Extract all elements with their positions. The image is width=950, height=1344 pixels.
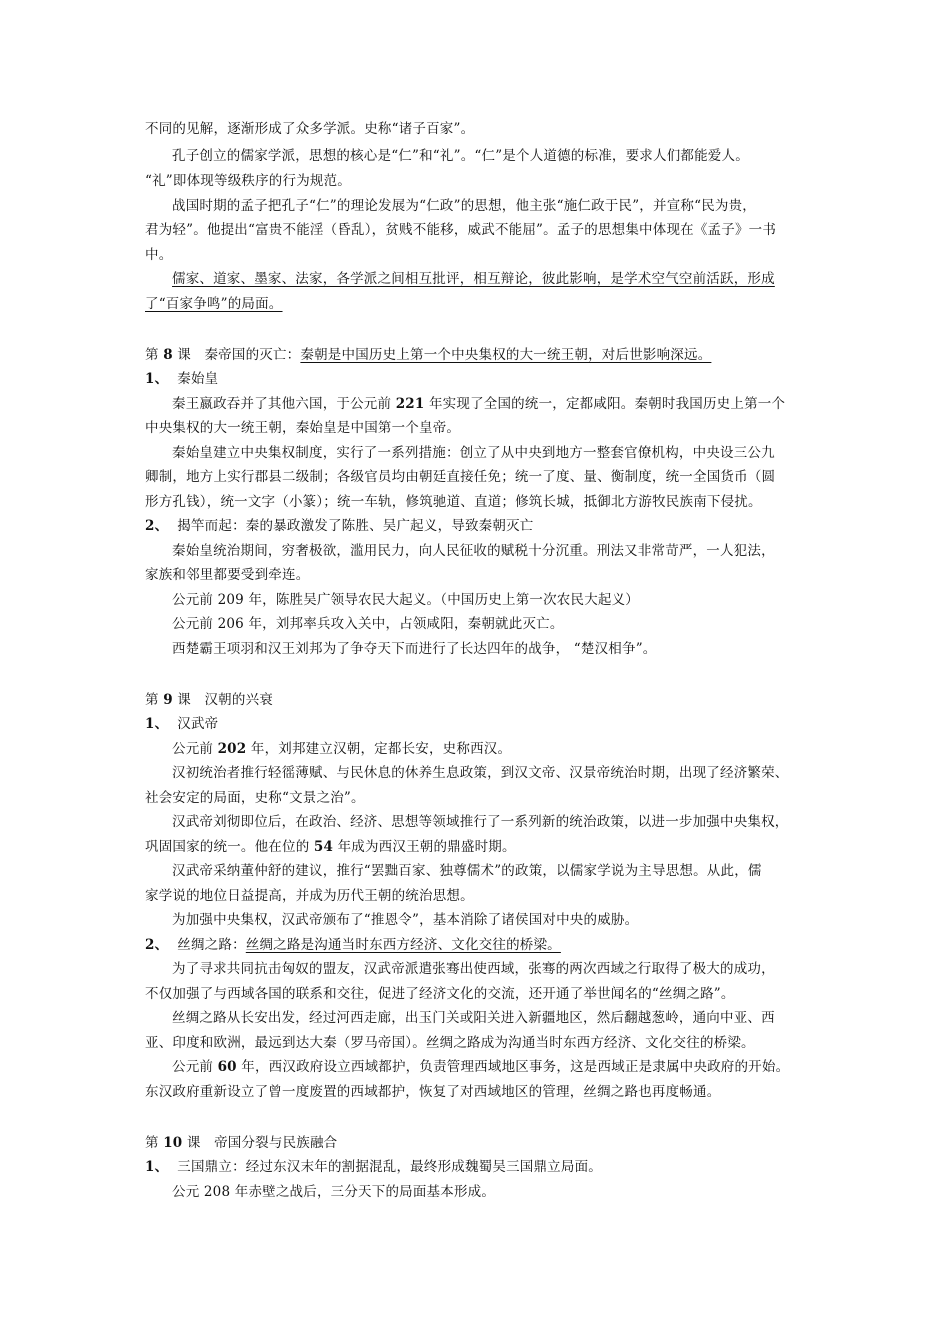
text-span: 年，西汉政府设立西域都护，负责管理西域地区事务，这是西域正是隶属中央政府的开始。: [236, 1059, 790, 1075]
section-title: 丝绸之路：: [177, 937, 246, 953]
section-number: 2、: [145, 518, 169, 534]
section-summary: 丝绸之路是沟通当时东西方经济、文化交往的桥梁。: [245, 937, 561, 953]
underlined-summary-line: 了“百家争鸣”的局面。: [145, 296, 283, 312]
lesson-heading: [145, 345, 813, 365]
section-heading: [145, 369, 813, 389]
section-title: 汉武帝: [177, 716, 219, 732]
lesson-title: 汉朝的兴衰: [204, 692, 273, 708]
paragraph-line: 亚、印度和欧洲，最远到达大秦（罗马帝国）。丝绸之路成为沟通当时东西方经济、文化交往的桥梁。: [145, 1035, 755, 1051]
paragraph-line: [172, 394, 813, 414]
paragraph-line: 孔子创立的儒家学派，思想的核心是“仁”和“礼”。“仁”是个人道德的标准，要求人们都能爱人。: [172, 148, 749, 164]
lesson-number: 8: [163, 347, 173, 363]
paragraph-line: 家学说的地位日益提高，并成为历代王朝的统治思想。: [145, 888, 474, 904]
text-span: 年实现了全国的统一，定都咸阳。秦朝时我国历史上第一个: [424, 396, 786, 412]
section-number: 1、: [145, 1159, 169, 1175]
paragraph-line: 不同的见解，逐渐形成了众多学派。史称“诸子百家”。: [145, 121, 475, 137]
lesson-label: 课: [172, 692, 191, 708]
paragraph-line: 秦始皇统治期间，穷奢极欲，滥用民力，向人民征收的赋税十分沉重。刑法又非常苛严，一人犯法，: [172, 543, 775, 559]
lesson-number: 9: [163, 692, 173, 708]
lesson-title: 帝国分裂与民族融合: [214, 1135, 338, 1151]
paragraph-line: 汉武帝刘彻即位后，在政治、经济、思想等领域推行了一系列新的统治政策，以进一步加强中央集权，: [172, 814, 789, 830]
paragraph-line: 社会安定的局面，史称“文景之治”。: [145, 790, 365, 806]
lesson-title: 秦帝国的灭亡：: [204, 347, 301, 363]
paragraph-line: 卿制，地方上实行郡县二级制；各级官员均由朝廷直接任免；统一了度、量、衡制度，统一全国货币（圆: [145, 469, 776, 485]
lesson-heading: [145, 1133, 813, 1153]
section-title: 秦始皇: [177, 371, 219, 387]
paragraph-line: 西楚霸王项羽和汉王刘邦为了争夺天下而进行了长达四年的战争， “楚汉相争”。: [172, 641, 657, 657]
paragraph-line: [145, 837, 813, 857]
underlined-summary-line: 儒家、道家、墨家、法家，各学派之间相互批评，相互辩论，彼此影响，是学术空气空前活跃，形成: [172, 271, 775, 287]
section-heading: [145, 935, 813, 955]
paragraph-line: 汉初统治者推行轻徭薄赋、与民休息的休养生息政策，到汉文帝、汉景帝统治时期，出现了经济繁荣、: [172, 765, 789, 781]
paragraph-line: 秦始皇建立中央集权制度，实行了一系列措施：创立了从中央到地方一整套官僚机构，中央设三公九: [172, 445, 775, 461]
paragraph-line: 中。: [145, 247, 173, 263]
paragraph-line: [172, 739, 813, 759]
paragraph-line: “礼”即体现等级秩序的行为规范。: [145, 173, 352, 189]
section-heading: [145, 1157, 813, 1177]
paragraph-line: 公元前 209 年，陈胜吴广领导农民大起义。（中国历史上第一次农民大起义）: [172, 592, 639, 608]
section-number: 2、: [145, 937, 169, 953]
section-heading: [145, 516, 813, 536]
paragraph-line: 为加强中央集权，汉武帝颁布了“推恩令”，基本消除了诸侯国对中央的威胁。: [172, 912, 639, 928]
text-span: 巩固国家的统一。他在位的: [145, 839, 314, 855]
paragraph-line: 丝绸之路从长安出发，经过河西走廊，出玉门关或阳关进入新疆地区，然后翻越葱岭，通向中亚、西: [172, 1010, 775, 1026]
paragraph-line: 公元 208 年赤壁之战后，三分天下的局面基本形成。: [172, 1184, 496, 1200]
paragraph-line: 不仅加强了与西域各国的联系和交往，促进了经济文化的交流，还开通了举世闻名的“丝绸之路”。: [145, 986, 735, 1002]
paragraph-line: 中央集权的大一统王朝，秦始皇是中国第一个皇帝。: [145, 420, 461, 436]
section-title: 三国鼎立：经过东汉末年的割据混乱，最终形成魏蜀吴三国鼎立局面。: [177, 1159, 602, 1175]
year: 60: [217, 1059, 237, 1075]
paragraph-line: 汉武帝采纳董仲舒的建议，推行“罢黜百家、独尊儒术”的政策，以儒家学说为主导思想。从此，儒: [172, 863, 762, 879]
year: 202: [217, 741, 247, 757]
paragraph-line: [172, 1057, 813, 1077]
paragraph-line: 公元前 206 年，刘邦率兵攻入关中，占领咸阳，秦朝就此灭亡。: [172, 616, 564, 632]
text-span: 公元前: [172, 1059, 218, 1075]
section-heading: [145, 714, 813, 734]
lesson-label: 第: [145, 347, 164, 363]
lesson-label: 第: [145, 692, 164, 708]
paragraph-line: 战国时期的孟子把孔子“仁”的理论发展为“仁政”的思想，他主张“施仁政于民”，并宣称“民为贵，: [172, 198, 757, 214]
section-title: 揭竿而起：秦的暴政激发了陈胜、吴广起义，导致秦朝灭亡: [177, 518, 534, 534]
paragraph-line: 为了寻求共同抗击匈奴的盟友，汉武帝派遣张骞出使西域，张骞的两次西域之行取得了极大的成功，: [172, 961, 775, 977]
text-span: 公元前: [172, 741, 218, 757]
section-number: 1、: [145, 371, 169, 387]
section-number: 1、: [145, 716, 169, 732]
paragraph-line: 家族和邻里都要受到牵连。: [145, 567, 310, 583]
text-span: 年成为西汉王朝的鼎盛时期。: [333, 839, 516, 855]
year: 221: [395, 396, 425, 412]
lesson-number: 10: [163, 1135, 183, 1151]
lesson-summary: 秦朝是中国历史上第一个中央集权的大一统王朝，对后世影响深远。: [300, 347, 712, 363]
lesson-label: 第: [145, 1135, 164, 1151]
lesson-heading: [145, 690, 813, 710]
text-span: 秦王嬴政吞并了其他六国，于公元前: [172, 396, 396, 412]
year-count: 54: [313, 839, 334, 855]
paragraph-line: 形方孔钱），统一文字（小篆）；统一车轨，修筑驰道、直道；修筑长城，抵御北方游牧民族南下侵扰。: [145, 494, 762, 510]
paragraph-line: 东汉政府重新设立了曾一度废置的西域都护，恢复了对西域地区的管理，丝绸之路也再度畅通。: [145, 1084, 721, 1100]
lesson-label: 课: [182, 1135, 201, 1151]
paragraph-line: 君为轻”。他提出“富贵不能淫（昏乱），贫贱不能移，威武不能屈”。孟子的思想集中体现在《孟子》一书: [145, 222, 777, 238]
text-span: 年，刘邦建立汉朝，定都长安，史称西汉。: [246, 741, 512, 757]
lesson-label: 课: [172, 347, 191, 363]
